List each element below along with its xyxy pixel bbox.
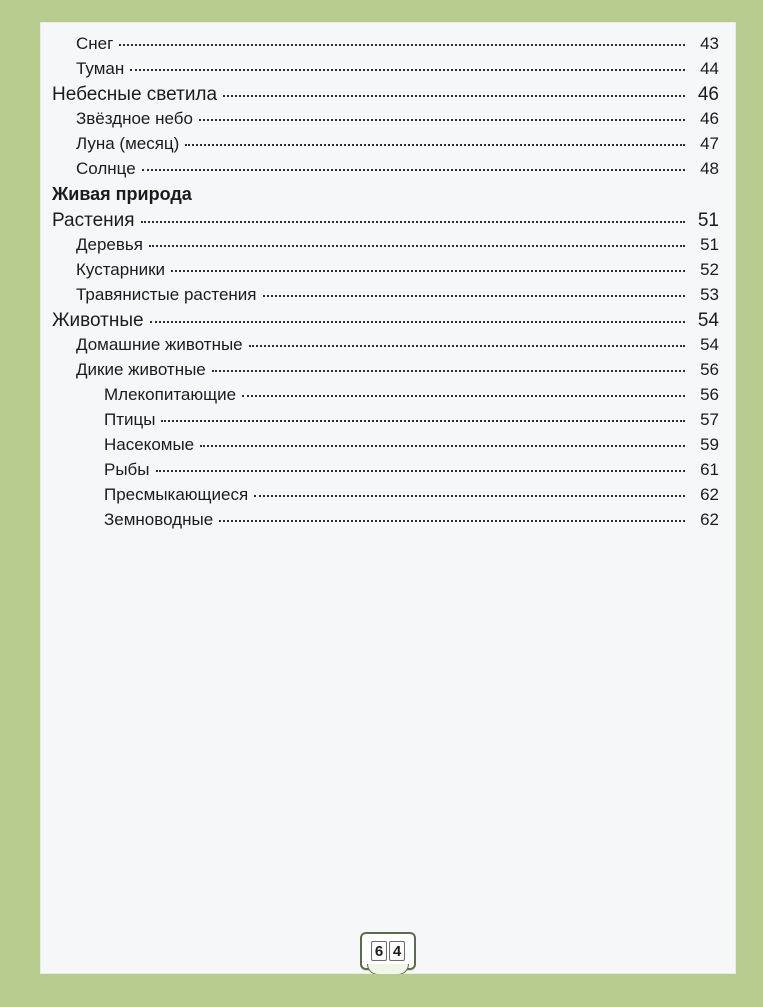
toc-item-page: 46 [700,109,719,128]
toc-item-dot-leader [223,95,685,97]
toc-item-title: Снег [76,34,114,53]
toc-item-page: 61 [700,460,719,479]
toc-item-dot-leader [200,445,685,447]
toc-item-title: Насекомые [104,435,195,454]
toc-item-page: 56 [700,385,719,404]
toc-item-title: Дикие животные [76,360,206,379]
toc-item-celestial-bodies[interactable] [52,84,719,109]
toc-item-sun[interactable] [52,159,719,184]
toc-item-dot-leader [119,44,685,46]
toc-item-mammals[interactable] [52,385,719,410]
toc-item-title: Солнце [76,159,136,178]
toc-item-birds[interactable] [52,410,719,435]
toc-item-wild-animals[interactable] [52,360,719,385]
toc-item-amphibians[interactable] [52,510,719,535]
page-number-digit: 4 [389,941,405,961]
toc-item-page: 57 [700,410,719,429]
toc-item-page: 54 [700,335,719,354]
toc-item-dot-leader [130,69,685,71]
toc-item-title: Птицы [104,410,156,429]
toc-item-page: 56 [700,360,719,379]
toc-section-title: Живая природа [52,184,192,204]
toc-item-animals[interactable] [52,310,719,335]
toc-item-page: 44 [700,59,719,78]
toc-item-title: Животные [52,310,144,331]
toc-item-title: Растения [52,210,135,231]
toc-item-page: 46 [697,84,719,105]
toc-item-dot-leader [219,520,685,522]
toc-item-page: 62 [700,510,719,529]
toc-item-dot-leader [171,270,685,272]
toc-item-dot-leader [199,119,685,121]
toc-item-dot-leader [212,370,685,372]
toc-item-trees[interactable] [52,235,719,260]
toc-item-dot-leader [185,144,685,146]
toc-item-dot-leader [161,420,685,422]
table-of-contents [52,34,719,535]
toc-item-dot-leader [149,245,685,247]
toc-item-page: 52 [700,260,719,279]
toc-item-dot-leader [242,395,685,397]
toc-item-title: Луна (месяц) [76,134,180,153]
toc-item-insects[interactable] [52,435,719,460]
toc-item-fog[interactable] [52,59,719,84]
toc-item-page: 43 [700,34,719,53]
toc-item-moon[interactable] [52,134,719,159]
toc-item-page: 48 [700,159,719,178]
toc-item-title: Пресмыкающиеся [104,485,249,504]
toc-item-dot-leader [141,221,685,223]
book-page [40,22,736,974]
toc-item-title: Рыбы [104,460,150,479]
toc-section-living-nature[interactable] [52,184,719,210]
toc-item-page: 59 [700,435,719,454]
toc-item-page: 47 [700,134,719,153]
page-number-digit: 6 [371,941,387,961]
toc-item-domestic-animals[interactable] [52,335,719,360]
toc-item-shrubs[interactable] [52,260,719,285]
toc-item-title: Деревья [76,235,143,254]
toc-item-dot-leader [150,321,685,323]
toc-item-title: Домашние животные [76,335,243,354]
toc-item-starry-sky[interactable] [52,109,719,134]
toc-item-title: Туман [76,59,125,78]
toc-item-snow[interactable] [52,34,719,59]
toc-item-title: Небесные светила [52,84,218,105]
toc-item-dot-leader [263,295,685,297]
toc-item-page: 51 [700,235,719,254]
toc-item-fish[interactable] [52,460,719,485]
toc-item-title: Травянистые растения [76,285,257,304]
toc-item-dot-leader [156,470,685,472]
open-book-icon [367,964,409,974]
toc-item-page: 53 [700,285,719,304]
toc-item-dot-leader [249,345,685,347]
toc-item-dot-leader [142,169,685,171]
toc-item-dot-leader [254,495,685,497]
toc-item-title: Млекопитающие [104,385,237,404]
toc-item-title: Кустарники [76,260,166,279]
toc-item-page: 51 [697,210,719,231]
toc-item-reptiles[interactable] [52,485,719,510]
toc-item-herbaceous-plants[interactable] [52,285,719,310]
page-number-badge [360,932,416,970]
toc-item-title: Звёздное небо [76,109,193,128]
toc-item-page: 62 [700,485,719,504]
toc-item-page: 54 [697,310,719,331]
toc-item-title: Земноводные [104,510,214,529]
toc-item-plants[interactable] [52,210,719,235]
